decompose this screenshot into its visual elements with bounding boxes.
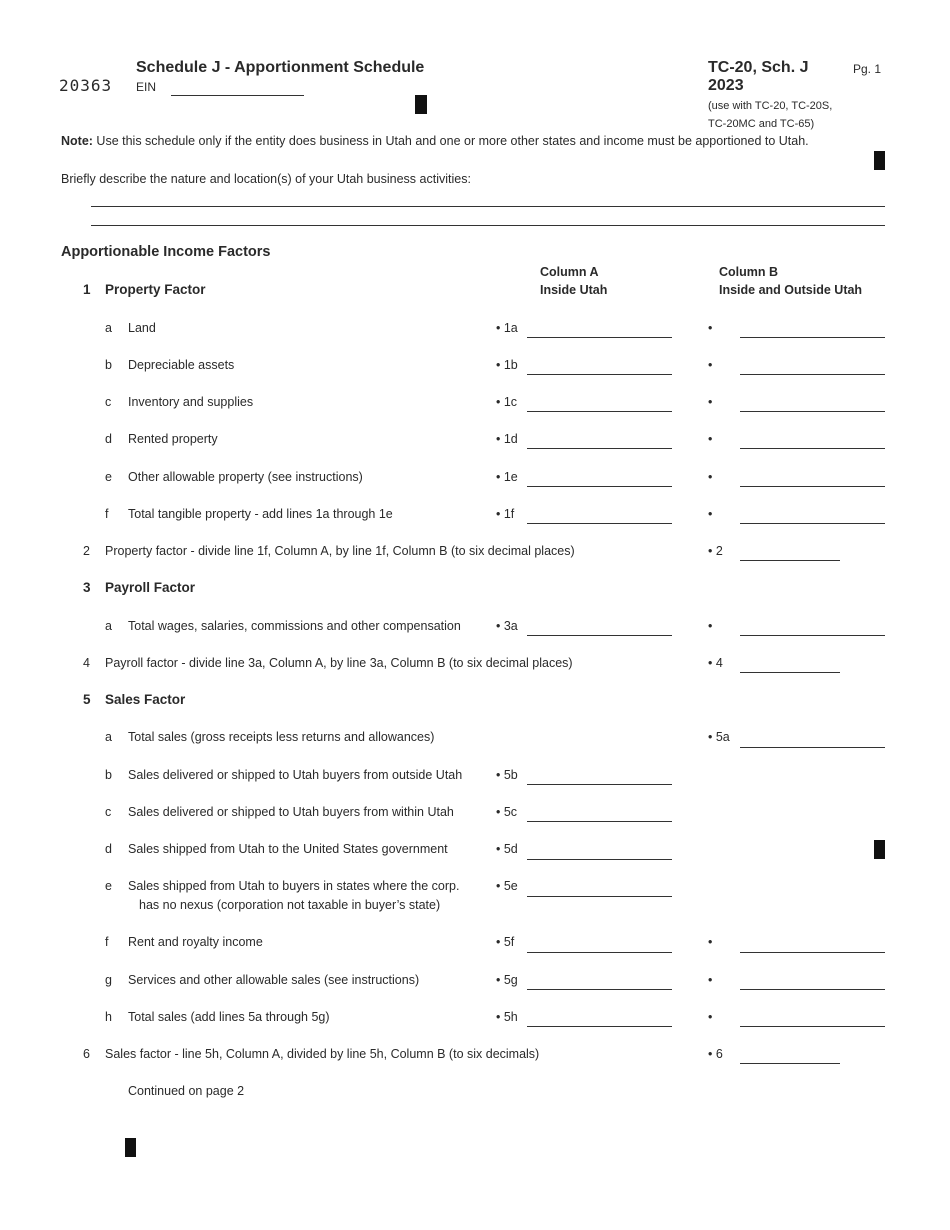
group-number: 5 [83,692,91,707]
bullet: • [708,395,713,409]
line-5f-column-b-field[interactable] [740,938,885,953]
line-code: • 6 [708,1047,723,1061]
line-letter: h [105,1010,112,1024]
column-b-title: Column B [719,265,779,279]
line-1f-column-a-field[interactable] [527,509,672,524]
line-code: • 5c [496,805,518,819]
ein-label: EIN [136,80,157,94]
group-number: 3 [83,580,91,595]
line-5h-column-b-field[interactable] [740,1012,885,1027]
line-1c-column-b-field[interactable] [740,397,885,412]
line-code: • 1a [496,321,518,335]
line-1b-column-b-field[interactable] [740,360,885,375]
line-code: • 4 [708,656,723,670]
ein-field[interactable] [171,81,304,96]
line-letter: d [105,842,112,856]
line-1a-column-a-field[interactable] [527,323,672,338]
line-label-continued: has no nexus (corporation not taxable in buyer’s state) [139,898,441,912]
registration-mark [874,151,885,170]
line-code: • 5d [496,842,518,856]
line-letter: b [105,358,112,372]
line-5d-column-a-field[interactable] [527,845,672,860]
line-label: Land [128,321,156,335]
use-with-line-1: (use with TC-20, TC-20S, [708,100,833,112]
line-5h-column-a-field[interactable] [527,1012,672,1027]
column-a-subtitle: Inside Utah [540,283,608,297]
line-5b-column-a-field[interactable] [527,770,672,785]
line-code: • 5f [496,935,515,949]
line-label: Sales delivered or shipped to Utah buyers from outside Utah [128,768,463,782]
line-5f-column-a-field[interactable] [527,938,672,953]
note-label: Note: [61,134,93,148]
line-label: Depreciable assets [128,358,235,372]
line-code: • 5b [496,768,518,782]
line-5a-column-b-field[interactable] [740,733,885,748]
line-letter: d [105,432,112,446]
bullet: • [708,1010,713,1024]
line-number: 2 [83,544,90,558]
line-letter: a [105,730,112,744]
line-1c-column-a-field[interactable] [527,397,672,412]
section-title: Apportionable Income Factors [61,244,271,260]
line-1d-column-b-field[interactable] [740,434,885,449]
page-number: Pg. 1 [853,62,882,76]
form-title: Schedule J - Apportionment Schedule [136,59,425,76]
bullet: • [708,432,713,446]
line-code: • 5a [708,730,730,744]
line-number: 6 [83,1047,90,1061]
line-1d-column-a-field[interactable] [527,434,672,449]
line-number: 4 [83,656,90,670]
registration-mark [415,95,427,114]
line-5e-column-a-field[interactable] [527,882,672,897]
form-year: 2023 [708,77,744,94]
line-4-field[interactable] [740,658,840,673]
group-title: Property Factor [105,282,206,297]
registration-mark [874,840,885,859]
line-letter: c [105,805,112,819]
note [61,134,809,148]
group-title: Payroll Factor [105,580,196,595]
line-label: Sales shipped from Utah to buyers in states where the corp. [128,879,460,893]
group-title: Sales Factor [105,692,186,707]
registration-mark [125,1138,136,1157]
line-label: Inventory and supplies [128,395,254,409]
line-letter: a [105,619,112,633]
line-2-field[interactable] [740,546,840,561]
line-code: • 5g [496,973,518,987]
line-letter: e [105,879,112,893]
bullet: • [708,358,713,372]
line-code: • 5e [496,879,518,893]
line-letter: f [105,935,109,949]
line-code: • 1d [496,432,518,446]
bullet: • [708,935,713,949]
line-label: Total tangible property - add lines 1a through 1e [128,507,393,521]
column-b-subtitle: Inside and Outside Utah [719,283,863,297]
line-5c-column-a-field[interactable] [527,807,672,822]
line-1b-column-a-field[interactable] [527,360,672,375]
line-code: • 1f [496,507,515,521]
describe-field-2[interactable] [91,225,885,226]
describe-field-1[interactable] [91,206,885,207]
line-label: Other allowable property (see instructions) [128,470,363,484]
line-1e-column-a-field[interactable] [527,472,672,487]
line-code: • 1b [496,358,518,372]
note-text: Use this schedule only if the entity does business in Utah and one or more other states and income must be apportioned to Utah. [92,134,809,148]
line-letter: e [105,470,112,484]
line-letter: g [105,973,112,987]
line-code: • 1c [496,395,518,409]
line-label: Sales delivered or shipped to Utah buyers from within Utah [128,805,454,819]
line-label: Services and other allowable sales (see instructions) [128,973,420,987]
line-label: Total sales (add lines 5a through 5g) [128,1010,330,1024]
line-3a-column-a-field[interactable] [527,621,672,636]
line-letter: b [105,768,112,782]
line-label: Total wages, salaries, commissions and other compensation [128,619,461,633]
line-label: Sales factor - line 5h, Column A, divided by line 5h, Column B (to six decimals) [105,1047,540,1061]
line-label: Rent and royalty income [128,935,263,949]
line-letter: f [105,507,109,521]
line-3a-column-b-field[interactable] [740,621,885,636]
line-label: Property factor - divide line 1f, Column A, by line 1f, Column B (to six decimal places) [105,544,575,558]
line-code: • 3a [496,619,518,633]
line-label: Total sales (gross receipts less returns and allowances) [128,730,435,744]
bullet: • [708,470,713,484]
line-label: Sales shipped from Utah to the United States government [128,842,448,856]
form-code: 20363 [59,76,113,95]
line-6-field[interactable] [740,1049,840,1064]
use-with-line-2: TC-20MC and TC-65) [708,118,815,130]
line-label: Payroll factor - divide line 3a, Column A, by line 3a, Column B (to six decimal places) [105,656,573,670]
bullet: • [708,619,713,633]
bullet: • [708,973,713,987]
line-letter: a [105,321,112,335]
line-code: • 2 [708,544,723,558]
line-label: Rented property [128,432,218,446]
line-code: • 1e [496,470,518,484]
bullet: • [708,507,713,521]
line-code: • 5h [496,1010,518,1024]
line-5g-column-b-field[interactable] [740,975,885,990]
line-5g-column-a-field[interactable] [527,975,672,990]
line-letter: c [105,395,112,409]
column-a-title: Column A [540,265,599,279]
form-id: TC-20, Sch. J [708,59,809,76]
describe-label: Briefly describe the nature and location(s) of your Utah business activities: [61,172,471,186]
line-1e-column-b-field[interactable] [740,472,885,487]
bullet: • [708,321,713,335]
line-1f-column-b-field[interactable] [740,509,885,524]
group-number: 1 [83,282,91,297]
line-1a-column-b-field[interactable] [740,323,885,338]
continued-note: Continued on page 2 [128,1084,245,1098]
